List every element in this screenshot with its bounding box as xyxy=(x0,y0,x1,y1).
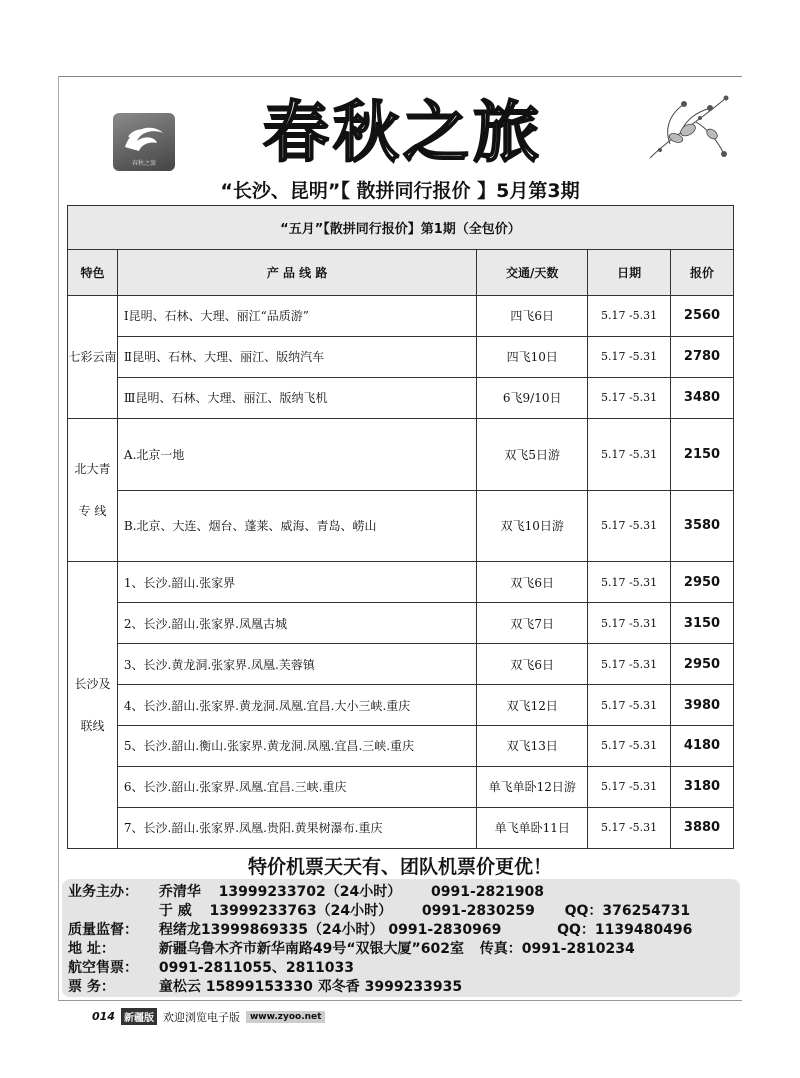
route-cell: Ⅲ昆明、石林、大理、丽江、版纳飞机 xyxy=(117,377,476,418)
address-text: 新疆乌鲁木齐市新华南路49号“双银大厦”602室 xyxy=(158,941,464,957)
category-north-line1: 北大青 xyxy=(74,462,111,477)
route-cell: 1、长沙.韶山.张家界 xyxy=(117,562,476,603)
route-cell: 7、长沙.韶山.张家界.凤凰.贵阳.黄果树瀑布.重庆 xyxy=(117,807,476,848)
price-cell: 2950 xyxy=(671,562,734,603)
contact-row-quality xyxy=(68,921,734,940)
table-row xyxy=(68,336,734,377)
table-row xyxy=(68,377,734,418)
contact-box xyxy=(62,879,740,997)
table-row xyxy=(68,766,734,807)
route-cell: B.北京、大连、烟台、蓬莱、威海、青岛、崂山 xyxy=(117,490,476,562)
route-cell: Ⅱ昆明、石林、大理、丽江、版纳汽车 xyxy=(117,336,476,377)
welcome-text: 欢迎浏览电子版 xyxy=(162,1010,240,1024)
promo-slogan: 特价机票天天有、团队机票价更优！ xyxy=(247,856,552,878)
date-cell: 5.17 -5.31 xyxy=(588,685,671,726)
page-subtitle: “长沙、昆明”【 散拼同行报价 】5月第3期 xyxy=(220,180,580,202)
contact-row-business-2 xyxy=(68,902,734,921)
ticket-text: 童松云 15899153330 邓冬香 3999233935 xyxy=(158,979,463,995)
business-tel: 0991-2821908 xyxy=(431,884,544,900)
table-row xyxy=(68,562,734,603)
quality-text: 程绪龙13999869335（24小时） 0991-2830969 xyxy=(158,922,502,938)
transport-cell: 6飞9/10日 xyxy=(477,377,588,418)
date-cell: 5.17 -5.31 xyxy=(588,726,671,767)
table-row xyxy=(68,807,734,848)
table-row xyxy=(68,603,734,644)
header-price: 报价 xyxy=(671,250,734,296)
route-cell: A.北京一地 xyxy=(117,418,476,490)
brand-title: 春秋之旅 xyxy=(263,93,543,171)
transport-cell: 双飞13日 xyxy=(477,726,588,767)
left-rule xyxy=(58,76,59,1000)
route-cell: 3、长沙.黄龙洞.张家界.凤凰.芙蓉镇 xyxy=(117,644,476,685)
header-feature: 特色 xyxy=(68,250,118,296)
transport-cell: 双飞5日游 xyxy=(477,418,588,490)
date-cell: 5.17 -5.31 xyxy=(588,418,671,490)
transport-cell: 双飞6日 xyxy=(477,562,588,603)
date-cell: 5.17 -5.31 xyxy=(588,377,671,418)
price-cell: 2950 xyxy=(671,644,734,685)
price-cell: 3150 xyxy=(671,603,734,644)
table-row xyxy=(68,296,734,337)
price-cell: 3180 xyxy=(671,766,734,807)
airline-label: 航空售票： xyxy=(68,960,138,976)
route-cell: Ⅰ昆明、石林、大理、丽江“品质游” xyxy=(117,296,476,337)
header-date: 日期 xyxy=(588,250,671,296)
route-cell: 6、长沙.韶山.张家界.凤凰.宜昌.三峡.重庆 xyxy=(117,766,476,807)
route-cell: 5、长沙.韶山.衡山.张家界.黄龙洞.凤凰.宜昌.三峡.重庆 xyxy=(117,726,476,767)
contact-row-airline xyxy=(68,959,734,978)
price-cell: 3580 xyxy=(671,490,734,562)
price-cell: 3480 xyxy=(671,377,734,418)
quality-qq: QQ：1139480496 xyxy=(557,922,693,938)
business-qq: QQ：376254731 xyxy=(564,903,691,919)
website-link[interactable]: www.zyoo.net xyxy=(246,1011,326,1023)
table-row xyxy=(68,644,734,685)
route-cell: 4、长沙.韶山.张家界.黄龙洞.凤凰.宜昌.大小三峡.重庆 xyxy=(117,685,476,726)
business-tel-2: 0991-2830259 xyxy=(421,903,535,919)
transport-cell: 单飞单卧11日 xyxy=(477,807,588,848)
category-changsha-line2: 联线 xyxy=(80,719,105,734)
transport-cell: 四飞10日 xyxy=(477,336,588,377)
price-cell: 3880 xyxy=(671,807,734,848)
table-row xyxy=(68,490,734,562)
address-label: 地 址： xyxy=(68,941,115,957)
table-band-title: “五月”【散拼同行报价】第1期（全包价） xyxy=(68,206,734,250)
transport-cell: 双飞12日 xyxy=(477,685,588,726)
category-north xyxy=(68,418,118,561)
business-name: 乔清华 xyxy=(158,884,201,900)
business-phone: 13999233702（24小时） xyxy=(218,884,402,900)
top-rule xyxy=(58,76,742,77)
edition-tag: 新疆版 xyxy=(121,1008,157,1025)
date-cell: 5.17 -5.31 xyxy=(588,603,671,644)
page-number: 014 xyxy=(92,1010,115,1023)
date-cell: 5.17 -5.31 xyxy=(588,296,671,337)
contact-row-ticket xyxy=(68,978,734,997)
contact-row-business xyxy=(68,883,734,902)
date-cell: 5.17 -5.31 xyxy=(588,490,671,562)
page-footer xyxy=(92,1008,325,1025)
business-phone-2: 13999233763（24小时） xyxy=(209,903,393,919)
business-name-2: 于 威 xyxy=(158,903,192,919)
category-north-line2: 专 线 xyxy=(78,504,107,519)
logo-caption: 春秋之旅 xyxy=(131,160,156,167)
transport-cell: 双飞7日 xyxy=(477,603,588,644)
price-cell: 3980 xyxy=(671,685,734,726)
transport-cell: 四飞6日 xyxy=(477,296,588,337)
category-yunnan: 七彩云南 xyxy=(68,296,118,419)
table-row xyxy=(68,418,734,490)
category-changsha xyxy=(68,562,118,849)
bottom-rule xyxy=(58,1000,742,1001)
business-label: 业务主办： xyxy=(68,884,138,900)
date-cell: 5.17 -5.31 xyxy=(588,336,671,377)
date-cell: 5.17 -5.31 xyxy=(588,807,671,848)
transport-cell: 双飞10日游 xyxy=(477,490,588,562)
date-cell: 5.17 -5.31 xyxy=(588,562,671,603)
transport-cell: 双飞6日 xyxy=(477,644,588,685)
table-row xyxy=(68,685,734,726)
table-row xyxy=(68,726,734,767)
brand-logo xyxy=(113,113,175,171)
ticket-label: 票 务： xyxy=(68,979,115,995)
header-route: 产 品 线 路 xyxy=(117,250,476,296)
contact-row-address xyxy=(68,940,734,959)
swirl-icon xyxy=(119,119,169,157)
quality-label: 质量监督： xyxy=(68,922,138,938)
price-cell: 4180 xyxy=(671,726,734,767)
flower-ornament-icon xyxy=(640,88,736,168)
price-cell: 2150 xyxy=(671,418,734,490)
price-cell: 2560 xyxy=(671,296,734,337)
date-cell: 5.17 -5.31 xyxy=(588,644,671,685)
header-transport: 交通/天数 xyxy=(477,250,588,296)
price-cell: 2780 xyxy=(671,336,734,377)
date-cell: 5.17 -5.31 xyxy=(588,766,671,807)
price-table xyxy=(67,205,734,849)
route-cell: 2、长沙.韶山.张家界.凤凰古城 xyxy=(117,603,476,644)
category-changsha-line1: 长沙及 xyxy=(74,677,111,692)
fax-text: 传真：0991-2810234 xyxy=(479,941,635,957)
airline-text: 0991-2811055、2811033 xyxy=(158,960,355,976)
transport-cell: 单飞单卧12日游 xyxy=(477,766,588,807)
